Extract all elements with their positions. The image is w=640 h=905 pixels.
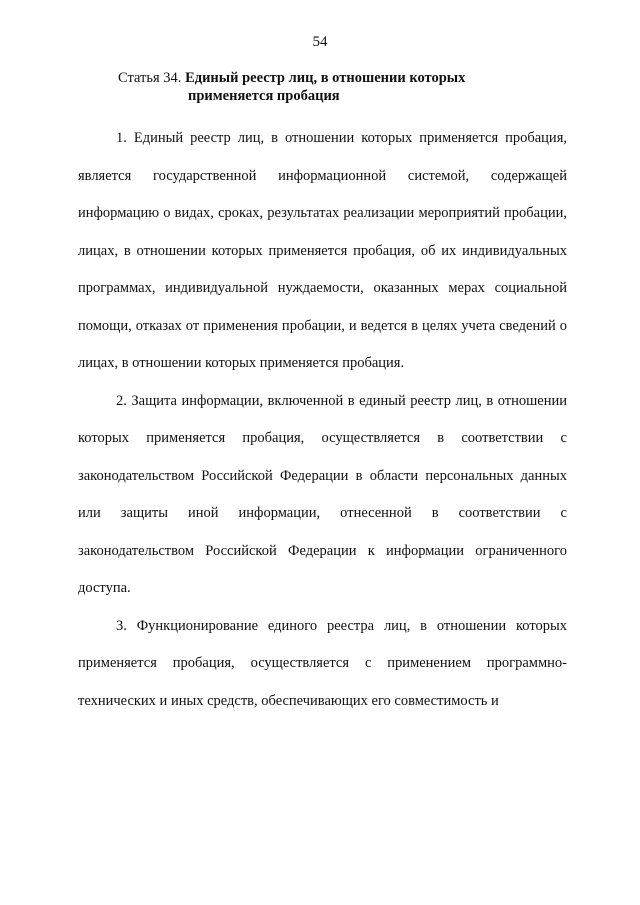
paragraph-1: 1. Единый реестр лиц, в отношении которых применяется пробация, является государственной информационной системой, содержащей информацию о видах, сроках, результатах реализации мероприятий пробации, лицах, в отношении которых применяется пробация, об их индивидуальных программах, индивидуальной нуждаемости, оказанных мерах социальной помощи, отказах от применения пробации, и ведется в целях учета сведений о лицах, в отношении которых применяется пробация. [78,130,567,371]
paragraph-2: 2. Защита информации, включенной в единый реестр лиц, в отношении которых применяется пробация, осуществляется в соответствии с законодательством Российской Федерации в области персональных данных или защиты иной информации, отнесенной в соответствии с законодательством Российской Федерации к информации ограниченного доступа. [78,392,567,596]
paragraph-3: 3. Функционирование единого реестра лиц, в отношении которых применяется пробация, осуществляется с применением программно-технических и иных средств, обеспечивающих его совместимость и [78,617,567,709]
article-body [78,120,567,720]
article-heading [118,69,588,105]
article-label: Статья 34. [118,70,182,86]
article-title-continuation: применяется пробация [188,88,340,104]
article-title: Единый реестр лиц, в отношении которых [185,70,466,86]
page-number: 54 [312,34,328,50]
